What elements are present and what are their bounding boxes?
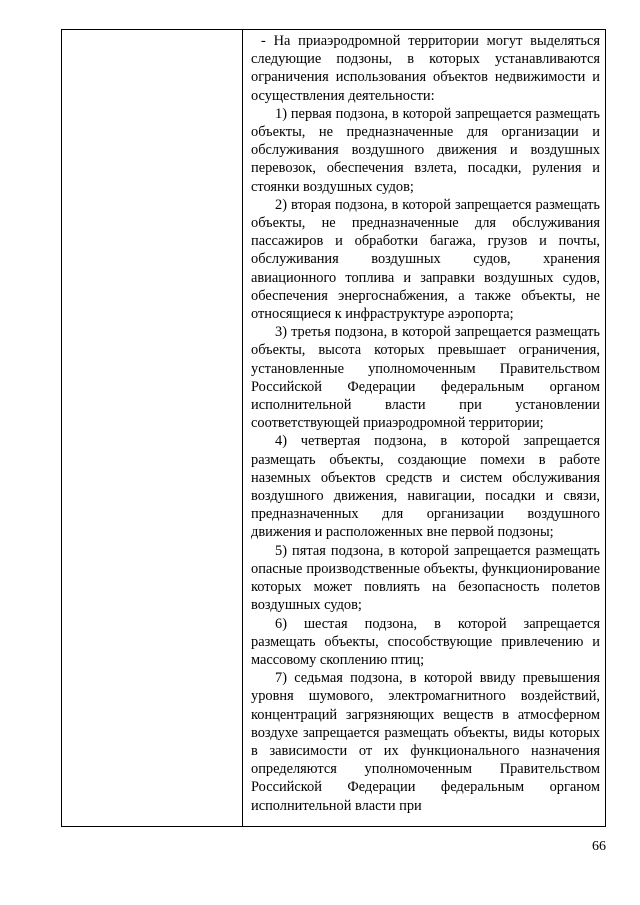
subzone-5-paragraph: 5) пятая подзона, в которой запрещается размещать опасные производственные объекты, функционирование которых может повлиять на безопасность полетов воздушных судов;: [251, 542, 600, 614]
intro-paragraph: - На приаэродромной территории могут выделяться следующие подзоны, в которых устанавливаются ограничения использования объектов недвижимости и осуществления деятельности:: [251, 33, 600, 104]
subzone-7-paragraph: 7) седьмая подзона, в которой ввиду превышения уровня шумового, электромагнитного воздействий, концентраций загрязняющих веществ в атмосферном воздухе запрещается размещать объекты, виды которых в зависимости от их функционального назначения определяются уполномоченным Правительством Российской Федерации федеральным органом исполнительной власти при: [251, 670, 600, 814]
table-right-column: [243, 30, 605, 826]
table-left-column: [62, 30, 243, 826]
subzone-2-paragraph: 2) вторая подзона, в которой запрещается размещать объекты, не предназначенные для обслуживания пассажиров и обработки багажа, грузов и почты, обслуживания воздушных судов, хранения авиационного топлива и заправки воздушных судов, обеспечения энергоснабжения, а также объекты, не относящиеся к инфраструктуре аэропорта;: [251, 196, 600, 323]
subzone-6-paragraph: 6) шестая подзона, в которой запрещается размещать объекты, способствующие привлечению и массовому скоплению птиц;: [251, 615, 600, 668]
subzone-3-paragraph: 3) третья подзона, в которой запрещается размещать объекты, высота которых превышает ограничения, установленные уполномоченным Правительством Российской Федерации федеральным органом исполнительной власти при установлении соответствующей приаэродромной территории;: [251, 324, 600, 432]
page-number: 66: [592, 839, 606, 854]
subzone-4-paragraph: 4) четвертая подзона, в которой запрещается размещать объекты, создающие помехи в работе наземных объектов средств и систем обслуживания воздушного движения, навигации, посадки и связи, предназначенных для организации воздушного движения и расположенных вне первой подзоны;: [251, 433, 600, 541]
document-table: [61, 29, 606, 827]
subzone-1-paragraph: 1) первая подзона, в которой запрещается размещать объекты, не предназначенные для организации и обслуживания воздушного движения и воздушных перевозок, обеспечения взлета, посадки, руления и стоянки воздушных судов;: [251, 105, 600, 195]
